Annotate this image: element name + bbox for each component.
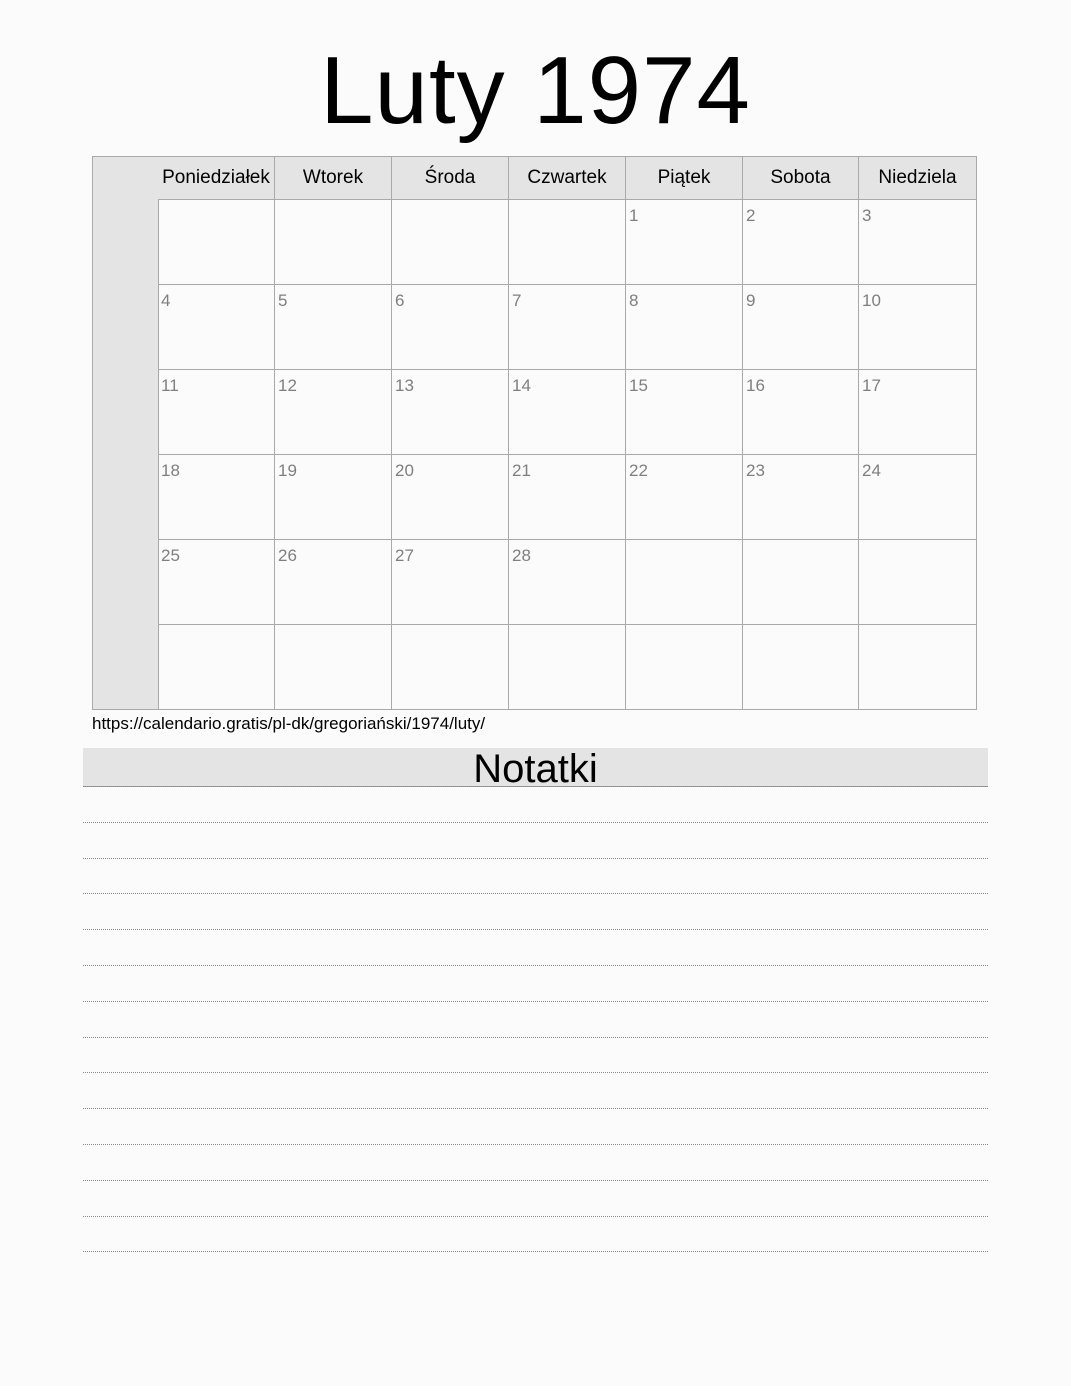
day-cell (509, 370, 626, 455)
day-cell (509, 455, 626, 540)
note-line (83, 1180, 988, 1181)
day-number: 19 (278, 461, 297, 480)
day-number: 5 (278, 291, 288, 310)
day-cell (626, 455, 743, 540)
note-line (83, 1037, 988, 1038)
day-cell (158, 370, 275, 455)
note-line (83, 1001, 988, 1002)
day-number: 12 (278, 376, 297, 395)
day-cell (743, 625, 859, 710)
note-line (83, 929, 988, 930)
day-cell (275, 370, 392, 455)
calendar-grid (92, 156, 977, 710)
source-url: https://calendario.gratis/pl-dk/gregoriański/1974/luty/ (92, 714, 486, 733)
note-line (83, 965, 988, 966)
day-cell (158, 625, 275, 710)
day-number: 1 (629, 206, 639, 225)
day-cell (509, 625, 626, 710)
note-line (83, 1144, 988, 1145)
day-cell (275, 200, 392, 285)
day-number: 3 (862, 206, 872, 225)
day-cell (626, 370, 743, 455)
day-cell (509, 200, 626, 285)
weekday-header-thursday: Czwartek (509, 157, 626, 200)
note-line (83, 822, 988, 823)
day-cell (392, 200, 509, 285)
day-number: 18 (161, 461, 180, 480)
day-cell (626, 540, 743, 625)
day-number: 21 (512, 461, 531, 480)
day-cell (859, 285, 976, 370)
day-number: 27 (395, 546, 414, 565)
note-line (83, 1251, 988, 1252)
day-number: 6 (395, 291, 405, 310)
day-cell (275, 625, 392, 710)
day-number: 15 (629, 376, 648, 395)
day-cell (743, 200, 859, 285)
day-cell (275, 285, 392, 370)
week-number-column (93, 157, 159, 709)
day-cell (743, 455, 859, 540)
day-cell (275, 540, 392, 625)
day-cell (859, 625, 976, 710)
day-cell (392, 370, 509, 455)
calendar-days-grid (158, 157, 976, 709)
day-number: 20 (395, 461, 414, 480)
day-number: 11 (161, 376, 179, 395)
day-cell (392, 540, 509, 625)
weekday-header-saturday: Sobota (743, 157, 859, 200)
day-cell (275, 455, 392, 540)
day-cell (158, 455, 275, 540)
day-number: 26 (278, 546, 297, 565)
day-cell (509, 540, 626, 625)
day-cell (509, 285, 626, 370)
day-number: 14 (512, 376, 531, 395)
day-cell (859, 370, 976, 455)
day-cell (859, 200, 976, 285)
day-cell (743, 370, 859, 455)
day-cell (158, 200, 275, 285)
day-cell (859, 455, 976, 540)
day-number: 25 (161, 546, 180, 565)
note-line (83, 786, 988, 787)
day-cell (392, 455, 509, 540)
day-cell (743, 285, 859, 370)
day-number: 7 (512, 291, 522, 310)
day-number: 4 (161, 291, 171, 310)
day-cell (743, 540, 859, 625)
weekday-header-tuesday: Wtorek (275, 157, 392, 200)
day-cell (158, 540, 275, 625)
day-number: 9 (746, 291, 756, 310)
weekday-header-wednesday: Środa (392, 157, 509, 200)
day-number: 17 (862, 376, 881, 395)
page-title: Luty 1974 (320, 37, 751, 144)
day-cell (626, 625, 743, 710)
day-number: 23 (746, 461, 765, 480)
note-line (83, 1216, 988, 1217)
day-cell (859, 540, 976, 625)
notes-title: Notatki (83, 748, 988, 787)
day-number: 13 (395, 376, 414, 395)
weekday-header-sunday: Niedziela (859, 157, 976, 200)
note-line (83, 893, 988, 894)
weekday-header-friday: Piątek (626, 157, 743, 200)
day-number: 16 (746, 376, 765, 395)
note-line (83, 1072, 988, 1073)
day-cell (626, 200, 743, 285)
day-cell (158, 285, 275, 370)
note-line (83, 858, 988, 859)
day-cell (392, 625, 509, 710)
day-number: 24 (862, 461, 881, 480)
weekday-header-monday: Poniedziałek (158, 157, 275, 200)
day-cell (626, 285, 743, 370)
note-line (83, 1108, 988, 1109)
day-cell (392, 285, 509, 370)
day-number: 8 (629, 291, 639, 310)
day-number: 2 (746, 206, 756, 225)
day-number: 10 (862, 291, 881, 310)
day-number: 28 (512, 546, 531, 565)
day-number: 22 (629, 461, 648, 480)
